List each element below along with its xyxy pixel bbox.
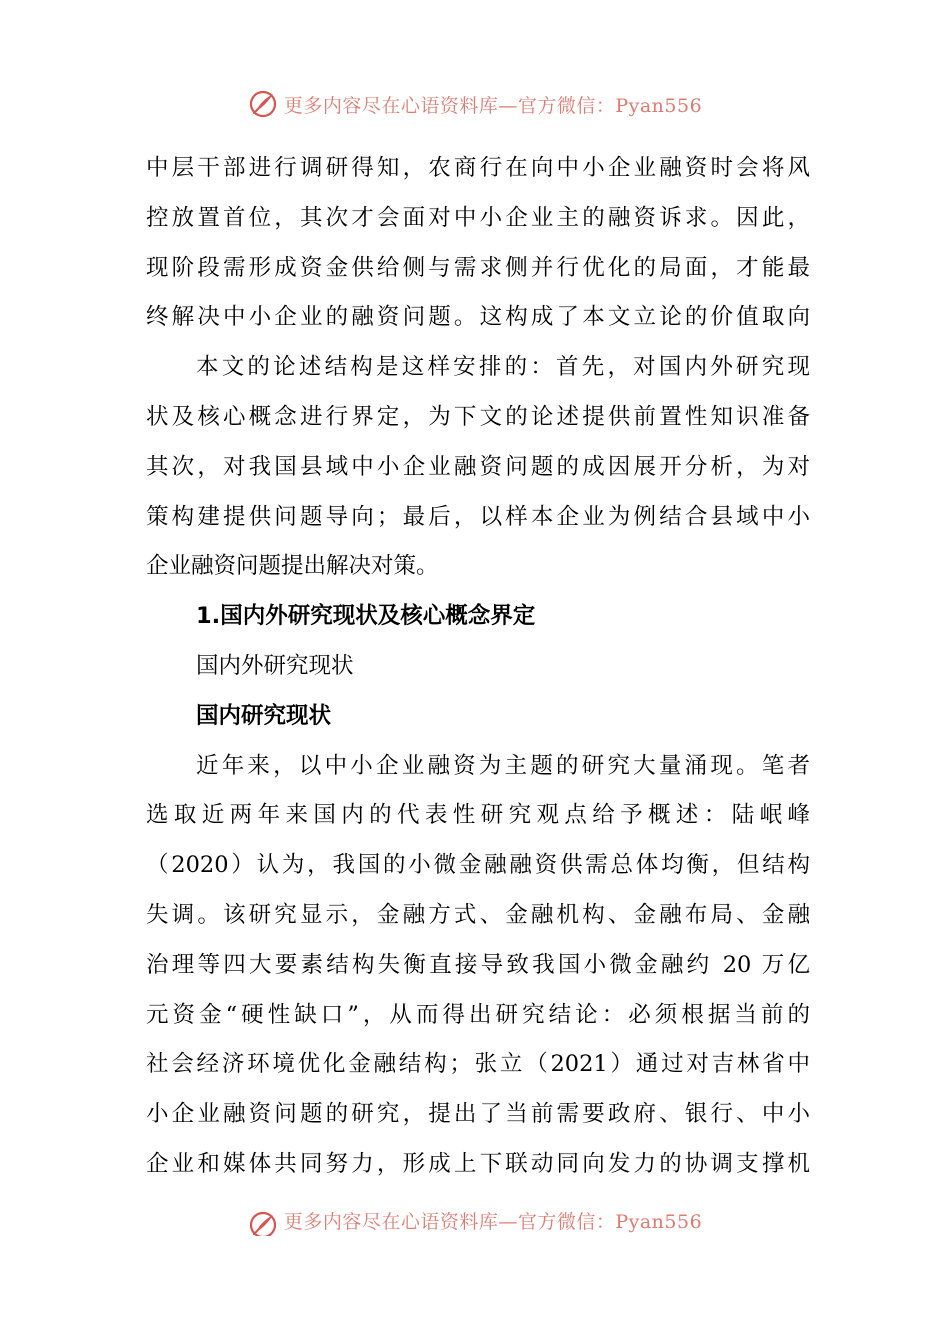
text-line: 近年来，以中小企业融资为主题的研究大量涌现。笔者 xyxy=(196,752,810,779)
watermark-header-text: 更多内容尽在心语资料库—官方微信：Pyan556 xyxy=(283,94,703,117)
text-line: 企业融资问题提出解决对策。 xyxy=(146,553,439,580)
text-line: 控放置首位，其次才会面对中小企业主的融资诉求。因此， xyxy=(146,204,810,231)
document-body xyxy=(146,144,810,1190)
text-line: （2020）认为，我国的小微金融融资供需总体均衡，但结构 xyxy=(146,852,810,879)
text-line: 其次，对我国县域中小企业融资问题的成因展开分析，为对 xyxy=(146,453,810,480)
text-line: 策构建提供问题导向；最后，以样本企业为例结合县域中小 xyxy=(146,503,810,530)
section-heading: 1.国内外研究现状及核心概念界定 xyxy=(196,603,536,630)
text-line: 状及核心概念进行界定，为下文的论述提供前置性知识准备 xyxy=(146,403,810,430)
text-line: 企业和媒体共同努力，形成上下联动同向发力的协调支撑机 xyxy=(146,1150,810,1177)
text-line: 现阶段需形成资金供给侧与需求侧并行优化的局面，才能最 xyxy=(146,254,810,281)
text-line: 社会经济环境优化金融结构；张立（2021）通过对吉林省中 xyxy=(146,1051,810,1078)
subsection-heading: 国内外研究现状 xyxy=(196,652,354,679)
quill-logo-icon xyxy=(248,1210,278,1236)
watermark-footer xyxy=(0,1204,950,1240)
text-line: 元资金“硬性缺口”，从而得出研究结论：必须根据当前的 xyxy=(146,1001,810,1028)
text-line: 失调。该研究显示，金融方式、金融机构、金融布局、金融 xyxy=(146,901,810,928)
text-line: 治理等四大要素结构失衡直接导致我国小微金融约 20 万亿 xyxy=(146,951,810,978)
subsubsection-heading: 国内研究现状 xyxy=(196,702,332,729)
text-line: 本文的论述结构是这样安排的：首先，对国内外研究现 xyxy=(196,354,810,381)
text-line: 小企业融资问题的研究，提出了当前需要政府、银行、中小 xyxy=(146,1101,810,1128)
text-line: 选取近两年来国内的代表性研究观点给予概述：陆岷峰 xyxy=(146,802,810,829)
watermark-footer-text: 更多内容尽在心语资料库—官方微信：Pyan556 xyxy=(283,1211,703,1233)
text-line: 终解决中小企业的融资问题。这构成了本文立论的价值取向 xyxy=(146,304,810,331)
text-line: 中层干部进行调研得知，农商行在向中小企业融资时会将风 xyxy=(146,155,810,181)
quill-logo-icon xyxy=(248,89,278,119)
watermark-header xyxy=(0,84,950,124)
